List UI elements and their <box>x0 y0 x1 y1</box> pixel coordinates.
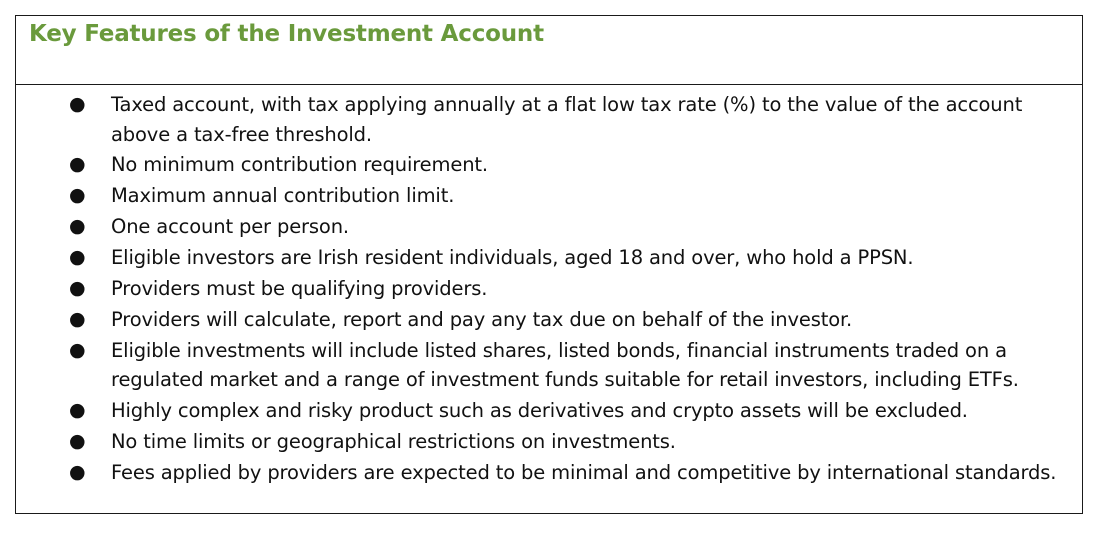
list-item-text: No minimum contribution requirement. <box>111 153 488 177</box>
list-item-text: Eligible investments will include listed shares, listed bonds, financial instruments traded on a regulated market and a range of investment funds suitable for retail investors, including ETFs. <box>111 338 1019 392</box>
list-item-text: Providers will calculate, report and pay any tax due on behalf of the investor. <box>111 307 853 331</box>
list-item <box>16 396 1082 426</box>
bullet-icon: ● <box>69 338 86 361</box>
features-list <box>16 85 1082 488</box>
list-item <box>16 427 1082 457</box>
list-item-text: Taxed account, with tax applying annually at a flat low tax rate (%) to the value of the account above a tax-free threshold. <box>111 93 1023 146</box>
bullet-icon: ● <box>69 277 86 300</box>
list-item <box>16 243 1082 273</box>
bullet-icon: ● <box>69 461 86 484</box>
list-item-text: Maximum annual contribution limit. <box>111 184 455 208</box>
bullet-icon: ● <box>69 246 86 269</box>
bullet-icon: ● <box>69 153 86 176</box>
list-item <box>16 274 1082 304</box>
bullet-icon: ● <box>69 399 86 422</box>
features-table <box>15 15 1083 514</box>
list-item-text: Fees applied by providers are expected to be minimal and competitive by international standards. <box>111 461 1057 485</box>
list-item <box>16 305 1082 335</box>
list-item-text: No time limits or geographical restrictions on investments. <box>111 430 676 454</box>
list-item <box>16 181 1082 211</box>
bullet-icon: ● <box>69 307 86 330</box>
bullet-icon: ● <box>69 430 86 453</box>
bullet-icon: ● <box>69 184 86 207</box>
list-item-text: Highly complex and risky product such as derivatives and crypto assets will be excluded. <box>111 399 968 423</box>
bullet-icon: ● <box>69 93 86 115</box>
list-item <box>16 90 1082 149</box>
list-item <box>16 150 1082 180</box>
list-item <box>16 212 1082 242</box>
list-item-text: Eligible investors are Irish resident individuals, aged 18 and over, who hold a PPSN. <box>111 246 914 270</box>
list-item <box>16 336 1082 395</box>
list-item <box>16 458 1082 488</box>
list-item-text: Providers must be qualifying providers. <box>111 277 488 301</box>
bullet-icon: ● <box>69 215 86 238</box>
section-title: Key Features of the Investment Account <box>29 21 544 47</box>
table-header <box>16 16 1082 85</box>
list-item-text: One account per person. <box>111 215 349 239</box>
